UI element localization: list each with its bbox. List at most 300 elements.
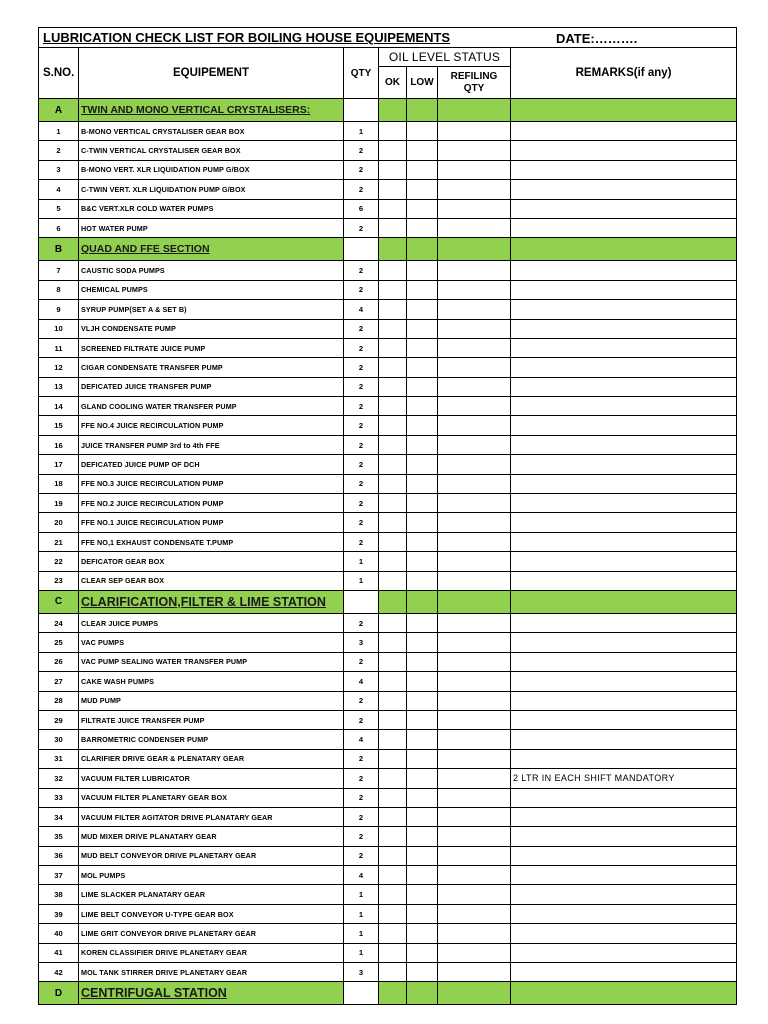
ok-cell[interactable] xyxy=(379,571,407,590)
remarks-cell[interactable] xyxy=(511,199,737,218)
oil-level-status-header: OIL LEVEL STATUS xyxy=(379,48,511,67)
section-letter: C xyxy=(39,590,79,613)
remarks-cell[interactable] xyxy=(511,571,737,590)
qty-value: 2 xyxy=(344,455,379,474)
remarks-cell[interactable] xyxy=(511,633,737,652)
table-row xyxy=(39,571,737,590)
remarks-cell[interactable] xyxy=(511,885,737,904)
equipment-name: GLAND COOLING WATER TRANSFER PUMP xyxy=(79,397,344,416)
refill-qty-cell[interactable] xyxy=(438,435,511,454)
equipment-name: KOREN CLASSIFIER DRIVE PLANETARY GEAR xyxy=(79,943,344,962)
low-cell[interactable] xyxy=(407,280,438,299)
refill-qty-cell[interactable] xyxy=(438,416,511,435)
low-cell[interactable] xyxy=(407,238,438,261)
qty-value: 1 xyxy=(344,122,379,141)
remarks-cell[interactable]: 2 LTR IN EACH SHIFT MANDATORY xyxy=(511,769,737,788)
qty-cell xyxy=(344,590,379,613)
refill-qty-cell[interactable] xyxy=(438,943,511,962)
table-row xyxy=(39,180,737,199)
refill-qty-cell[interactable] xyxy=(438,963,511,982)
row-number: 36 xyxy=(39,846,79,865)
qty-value: 2 xyxy=(344,769,379,788)
refill-qty-cell[interactable] xyxy=(438,300,511,319)
row-number: 18 xyxy=(39,474,79,493)
table-row xyxy=(39,807,737,826)
refill-qty-cell[interactable] xyxy=(438,99,511,122)
table-row xyxy=(39,358,737,377)
equipment-name: B&C VERT.XLR COLD WATER PUMPS xyxy=(79,199,344,218)
refill-qty-cell[interactable] xyxy=(438,280,511,299)
equipment-name: MUD PUMP xyxy=(79,691,344,710)
refill-qty-cell[interactable] xyxy=(438,377,511,396)
low-cell[interactable] xyxy=(407,633,438,652)
qty-value: 2 xyxy=(344,180,379,199)
low-cell[interactable] xyxy=(407,672,438,691)
equipment-name: LIME BELT CONVEYOR U-TYPE GEAR BOX xyxy=(79,904,344,923)
remarks-cell[interactable] xyxy=(511,982,737,1005)
low-cell[interactable] xyxy=(407,710,438,729)
table-row xyxy=(39,455,737,474)
remarks-cell[interactable] xyxy=(511,788,737,807)
remarks-cell[interactable] xyxy=(511,300,737,319)
ok-cell[interactable] xyxy=(379,513,407,532)
ok-cell[interactable] xyxy=(379,846,407,865)
table-row xyxy=(39,397,737,416)
ok-header: OK xyxy=(379,67,407,99)
remarks-cell[interactable] xyxy=(511,943,737,962)
refill-qty-cell[interactable] xyxy=(438,866,511,885)
equipment-name: VAC PUMP SEALING WATER TRANSFER PUMP xyxy=(79,652,344,671)
ok-cell[interactable] xyxy=(379,180,407,199)
qty-header: QTY xyxy=(344,48,379,99)
low-cell[interactable] xyxy=(407,416,438,435)
ok-cell[interactable] xyxy=(379,552,407,571)
table-row xyxy=(39,338,737,357)
row-number: 2 xyxy=(39,141,79,160)
low-cell[interactable] xyxy=(407,494,438,513)
ok-cell[interactable] xyxy=(379,416,407,435)
qty-value: 2 xyxy=(344,435,379,454)
ok-cell[interactable] xyxy=(379,280,407,299)
qty-value: 2 xyxy=(344,160,379,179)
row-number: 38 xyxy=(39,885,79,904)
remarks-cell[interactable] xyxy=(511,904,737,923)
section-title: CLARIFICATION,FILTER & LIME STATION xyxy=(79,590,344,613)
equipment-name: VLJH CONDENSATE PUMP xyxy=(79,319,344,338)
row-number: 24 xyxy=(39,613,79,632)
ok-cell[interactable] xyxy=(379,710,407,729)
row-number: 31 xyxy=(39,749,79,768)
section-letter: B xyxy=(39,238,79,261)
remarks-cell[interactable] xyxy=(511,435,737,454)
refill-qty-cell[interactable] xyxy=(438,885,511,904)
remarks-cell[interactable] xyxy=(511,338,737,357)
table-row xyxy=(39,691,737,710)
refill-qty-cell[interactable] xyxy=(438,846,511,865)
qty-value: 1 xyxy=(344,571,379,590)
row-number: 33 xyxy=(39,788,79,807)
remarks-cell[interactable] xyxy=(511,474,737,493)
low-cell[interactable] xyxy=(407,924,438,943)
low-cell[interactable] xyxy=(407,788,438,807)
qty-value: 2 xyxy=(344,319,379,338)
table-row xyxy=(39,943,737,962)
ok-cell[interactable] xyxy=(379,474,407,493)
remarks-cell[interactable] xyxy=(511,691,737,710)
header-row-1 xyxy=(39,48,737,67)
qty-value: 2 xyxy=(344,338,379,357)
ok-cell[interactable] xyxy=(379,358,407,377)
refill-qty-cell[interactable] xyxy=(438,199,511,218)
qty-value: 4 xyxy=(344,866,379,885)
low-cell[interactable] xyxy=(407,827,438,846)
equipment-name: CLARIFIER DRIVE GEAR & PLENATARY GEAR xyxy=(79,749,344,768)
ok-cell[interactable] xyxy=(379,866,407,885)
low-cell[interactable] xyxy=(407,613,438,632)
ok-cell[interactable] xyxy=(379,455,407,474)
table-row xyxy=(39,710,737,729)
qty-value: 2 xyxy=(344,280,379,299)
section-title: TWIN AND MONO VERTICAL CRYSTALISERS: xyxy=(79,99,344,122)
low-cell[interactable] xyxy=(407,122,438,141)
remarks-cell[interactable] xyxy=(511,319,737,338)
refill-qty-header xyxy=(438,67,511,99)
remarks-cell[interactable] xyxy=(511,99,737,122)
low-cell[interactable] xyxy=(407,943,438,962)
refill-qty-cell[interactable] xyxy=(438,141,511,160)
qty-value: 1 xyxy=(344,943,379,962)
qty-value: 2 xyxy=(344,218,379,237)
equipment-name: MOL PUMPS xyxy=(79,866,344,885)
table-row xyxy=(39,494,737,513)
row-number: 40 xyxy=(39,924,79,943)
equipment-name: LIME SLACKER PLANATARY GEAR xyxy=(79,885,344,904)
remarks-cell[interactable] xyxy=(511,280,737,299)
ok-cell[interactable] xyxy=(379,827,407,846)
equipment-name: DEFICATED JUICE TRANSFER PUMP xyxy=(79,377,344,396)
row-number: 29 xyxy=(39,710,79,729)
ok-cell[interactable] xyxy=(379,377,407,396)
low-cell[interactable] xyxy=(407,338,438,357)
remarks-cell[interactable] xyxy=(511,749,737,768)
row-number: 12 xyxy=(39,358,79,377)
equipment-name: C-TWIN VERT. XLR LIQUIDATION PUMP G/BOX xyxy=(79,180,344,199)
table-row xyxy=(39,280,737,299)
ok-cell[interactable] xyxy=(379,633,407,652)
table-row xyxy=(39,435,737,454)
table-row xyxy=(39,122,737,141)
table-row xyxy=(39,672,737,691)
low-cell[interactable] xyxy=(407,99,438,122)
qty-value: 1 xyxy=(344,552,379,571)
ok-cell[interactable] xyxy=(379,672,407,691)
refill-qty-cell[interactable] xyxy=(438,749,511,768)
table-row xyxy=(39,532,737,551)
low-cell[interactable] xyxy=(407,552,438,571)
low-cell[interactable] xyxy=(407,807,438,826)
ok-cell[interactable] xyxy=(379,652,407,671)
qty-value: 2 xyxy=(344,261,379,280)
ok-cell[interactable] xyxy=(379,904,407,923)
remarks-cell[interactable] xyxy=(511,377,737,396)
ok-cell[interactable] xyxy=(379,730,407,749)
refill-qty-cell[interactable] xyxy=(438,552,511,571)
ok-cell[interactable] xyxy=(379,885,407,904)
qty-value: 2 xyxy=(344,532,379,551)
section-row xyxy=(39,99,737,122)
table-row xyxy=(39,924,737,943)
equipment-name: FILTRATE JUICE TRANSFER PUMP xyxy=(79,710,344,729)
low-cell[interactable] xyxy=(407,319,438,338)
ok-cell[interactable] xyxy=(379,99,407,122)
page-title: LUBRICATION CHECK LIST FOR BOILING HOUSE EQUIPEMENTS xyxy=(43,30,451,45)
refill-qty-cell[interactable] xyxy=(438,710,511,729)
ok-cell[interactable] xyxy=(379,590,407,613)
ok-cell[interactable] xyxy=(379,807,407,826)
remarks-cell[interactable] xyxy=(511,416,737,435)
refill-qty-cell[interactable] xyxy=(438,730,511,749)
ok-cell[interactable] xyxy=(379,924,407,943)
remarks-cell[interactable] xyxy=(511,672,737,691)
low-cell[interactable] xyxy=(407,885,438,904)
qty-cell xyxy=(344,982,379,1005)
qty-value: 2 xyxy=(344,788,379,807)
qty-value: 4 xyxy=(344,730,379,749)
ok-cell[interactable] xyxy=(379,494,407,513)
title-row xyxy=(39,28,737,48)
low-cell[interactable] xyxy=(407,571,438,590)
low-cell[interactable] xyxy=(407,141,438,160)
table-row xyxy=(39,474,737,493)
low-cell[interactable] xyxy=(407,474,438,493)
refill-qty-cell[interactable] xyxy=(438,613,511,632)
equipment-name: BARROMETRIC CONDENSER PUMP xyxy=(79,730,344,749)
equipment-name: MUD MIXER DRIVE PLANATARY GEAR xyxy=(79,827,344,846)
ok-cell[interactable] xyxy=(379,963,407,982)
remarks-cell[interactable] xyxy=(511,160,737,179)
equipment-name: CAKE WASH PUMPS xyxy=(79,672,344,691)
low-cell[interactable] xyxy=(407,652,438,671)
section-title: QUAD AND FFE SECTION xyxy=(79,238,344,261)
equipment-name: FFE NO.1 JUICE RECIRCULATION PUMP xyxy=(79,513,344,532)
ok-cell[interactable] xyxy=(379,435,407,454)
refill-qty-cell[interactable] xyxy=(438,494,511,513)
row-number: 11 xyxy=(39,338,79,357)
low-cell[interactable] xyxy=(407,982,438,1005)
row-number: 7 xyxy=(39,261,79,280)
refill-qty-cell[interactable] xyxy=(438,672,511,691)
refill-qty-cell[interactable] xyxy=(438,633,511,652)
low-cell[interactable] xyxy=(407,691,438,710)
low-cell[interactable] xyxy=(407,218,438,237)
qty-value: 2 xyxy=(344,494,379,513)
low-cell[interactable] xyxy=(407,730,438,749)
ok-cell[interactable] xyxy=(379,141,407,160)
refill-qty-cell[interactable] xyxy=(438,218,511,237)
remarks-cell[interactable] xyxy=(511,122,737,141)
table-row xyxy=(39,866,737,885)
equipment-name: VACUUM FILTER PLANETARY GEAR BOX xyxy=(79,788,344,807)
ok-cell[interactable] xyxy=(379,691,407,710)
table-row xyxy=(39,552,737,571)
ok-cell[interactable] xyxy=(379,788,407,807)
refill-qty-cell[interactable] xyxy=(438,769,511,788)
equipment-name: MUD BELT CONVEYOR DRIVE PLANETARY GEAR xyxy=(79,846,344,865)
checklist-sheet xyxy=(38,27,736,1005)
ok-cell[interactable] xyxy=(379,261,407,280)
equipment-name: C-TWIN VERTICAL CRYSTALISER GEAR BOX xyxy=(79,141,344,160)
low-cell[interactable] xyxy=(407,397,438,416)
refill-qty-cell[interactable] xyxy=(438,691,511,710)
equipment-name: VACUUM FILTER LUBRICATOR xyxy=(79,769,344,788)
qty-value: 2 xyxy=(344,513,379,532)
low-cell[interactable] xyxy=(407,513,438,532)
ok-cell[interactable] xyxy=(379,613,407,632)
low-cell[interactable] xyxy=(407,532,438,551)
row-number: 26 xyxy=(39,652,79,671)
row-number: 30 xyxy=(39,730,79,749)
row-number: 39 xyxy=(39,904,79,923)
remarks-cell[interactable] xyxy=(511,652,737,671)
refill-qty-cell[interactable] xyxy=(438,652,511,671)
remarks-cell[interactable] xyxy=(511,730,737,749)
refill-qty-cell[interactable] xyxy=(438,180,511,199)
low-cell[interactable] xyxy=(407,377,438,396)
equipment-name: DEFICATOR GEAR BOX xyxy=(79,552,344,571)
low-cell[interactable] xyxy=(407,590,438,613)
remarks-cell[interactable] xyxy=(511,358,737,377)
ok-cell[interactable] xyxy=(379,982,407,1005)
remarks-cell[interactable] xyxy=(511,613,737,632)
ok-cell[interactable] xyxy=(379,769,407,788)
equipment-name: CLEAR JUICE PUMPS xyxy=(79,613,344,632)
table-row xyxy=(39,963,737,982)
remarks-cell[interactable] xyxy=(511,866,737,885)
remarks-cell[interactable] xyxy=(511,590,737,613)
title-cell xyxy=(39,28,737,48)
table-row xyxy=(39,513,737,532)
refill-qty-cell[interactable] xyxy=(438,122,511,141)
refill-qty-cell[interactable] xyxy=(438,924,511,943)
refill-qty-cell[interactable] xyxy=(438,338,511,357)
equipment-name: MOL TANK STIRRER DRIVE PLANETARY GEAR xyxy=(79,963,344,982)
low-cell[interactable] xyxy=(407,358,438,377)
ok-cell[interactable] xyxy=(379,122,407,141)
refill-qty-cell[interactable] xyxy=(438,261,511,280)
remarks-cell[interactable] xyxy=(511,238,737,261)
low-cell[interactable] xyxy=(407,963,438,982)
low-cell[interactable] xyxy=(407,261,438,280)
refill-qty-cell[interactable] xyxy=(438,474,511,493)
refill-qty-cell[interactable] xyxy=(438,788,511,807)
table-row xyxy=(39,300,737,319)
low-cell[interactable] xyxy=(407,749,438,768)
table-row xyxy=(39,377,737,396)
qty-value: 2 xyxy=(344,749,379,768)
refill-qty-cell[interactable] xyxy=(438,160,511,179)
table-row xyxy=(39,885,737,904)
ok-cell[interactable] xyxy=(379,160,407,179)
refill-qty-cell[interactable] xyxy=(438,807,511,826)
equipment-name: CHEMICAL PUMPS xyxy=(79,280,344,299)
remarks-cell[interactable] xyxy=(511,180,737,199)
ok-cell[interactable] xyxy=(379,943,407,962)
remarks-cell[interactable] xyxy=(511,141,737,160)
low-cell[interactable] xyxy=(407,846,438,865)
ok-cell[interactable] xyxy=(379,218,407,237)
low-cell[interactable] xyxy=(407,769,438,788)
section-title: CENTRIFUGAL STATION xyxy=(79,982,344,1005)
ok-cell[interactable] xyxy=(379,532,407,551)
refill-qty-cell[interactable] xyxy=(438,397,511,416)
low-cell[interactable] xyxy=(407,455,438,474)
remarks-cell[interactable] xyxy=(511,532,737,551)
refill-qty-cell[interactable] xyxy=(438,571,511,590)
remarks-cell[interactable] xyxy=(511,261,737,280)
ok-cell[interactable] xyxy=(379,199,407,218)
row-number: 5 xyxy=(39,199,79,218)
section-row xyxy=(39,238,737,261)
refill-qty-cell[interactable] xyxy=(438,532,511,551)
refill-qty-cell[interactable] xyxy=(438,904,511,923)
refill-qty-cell[interactable] xyxy=(438,238,511,261)
remarks-cell[interactable] xyxy=(511,513,737,532)
refill-qty-cell[interactable] xyxy=(438,358,511,377)
remarks-cell[interactable] xyxy=(511,710,737,729)
ok-cell[interactable] xyxy=(379,319,407,338)
remarks-cell[interactable] xyxy=(511,494,737,513)
remarks-cell[interactable] xyxy=(511,924,737,943)
low-cell[interactable] xyxy=(407,180,438,199)
qty-value: 2 xyxy=(344,613,379,632)
refill-qty-cell[interactable] xyxy=(438,982,511,1005)
low-cell[interactable] xyxy=(407,300,438,319)
ok-cell[interactable] xyxy=(379,338,407,357)
qty-value: 2 xyxy=(344,358,379,377)
ok-cell[interactable] xyxy=(379,300,407,319)
remarks-cell[interactable] xyxy=(511,963,737,982)
low-cell[interactable] xyxy=(407,160,438,179)
remarks-cell[interactable] xyxy=(511,455,737,474)
ok-cell[interactable] xyxy=(379,397,407,416)
ok-cell[interactable] xyxy=(379,749,407,768)
refill-qty-cell[interactable] xyxy=(438,319,511,338)
refill-qty-cell[interactable] xyxy=(438,590,511,613)
low-cell[interactable] xyxy=(407,866,438,885)
low-cell[interactable] xyxy=(407,199,438,218)
remarks-cell[interactable] xyxy=(511,218,737,237)
refill-qty-cell[interactable] xyxy=(438,513,511,532)
row-number: 25 xyxy=(39,633,79,652)
qty-value: 3 xyxy=(344,963,379,982)
table-row xyxy=(39,788,737,807)
remarks-cell[interactable] xyxy=(511,827,737,846)
low-cell[interactable] xyxy=(407,904,438,923)
remarks-cell[interactable] xyxy=(511,397,737,416)
refill-qty-cell[interactable] xyxy=(438,827,511,846)
ok-cell[interactable] xyxy=(379,238,407,261)
row-number: 42 xyxy=(39,963,79,982)
table-row xyxy=(39,730,737,749)
remarks-cell[interactable] xyxy=(511,552,737,571)
refill-qty-cell[interactable] xyxy=(438,455,511,474)
equipment-name: FFE NO.4 JUICE RECIRCULATION PUMP xyxy=(79,416,344,435)
low-cell[interactable] xyxy=(407,435,438,454)
equipment-name: FFE NO,1 EXHAUST CONDENSATE T.PUMP xyxy=(79,532,344,551)
qty-value: 2 xyxy=(344,846,379,865)
remarks-cell[interactable] xyxy=(511,846,737,865)
remarks-cell[interactable] xyxy=(511,807,737,826)
